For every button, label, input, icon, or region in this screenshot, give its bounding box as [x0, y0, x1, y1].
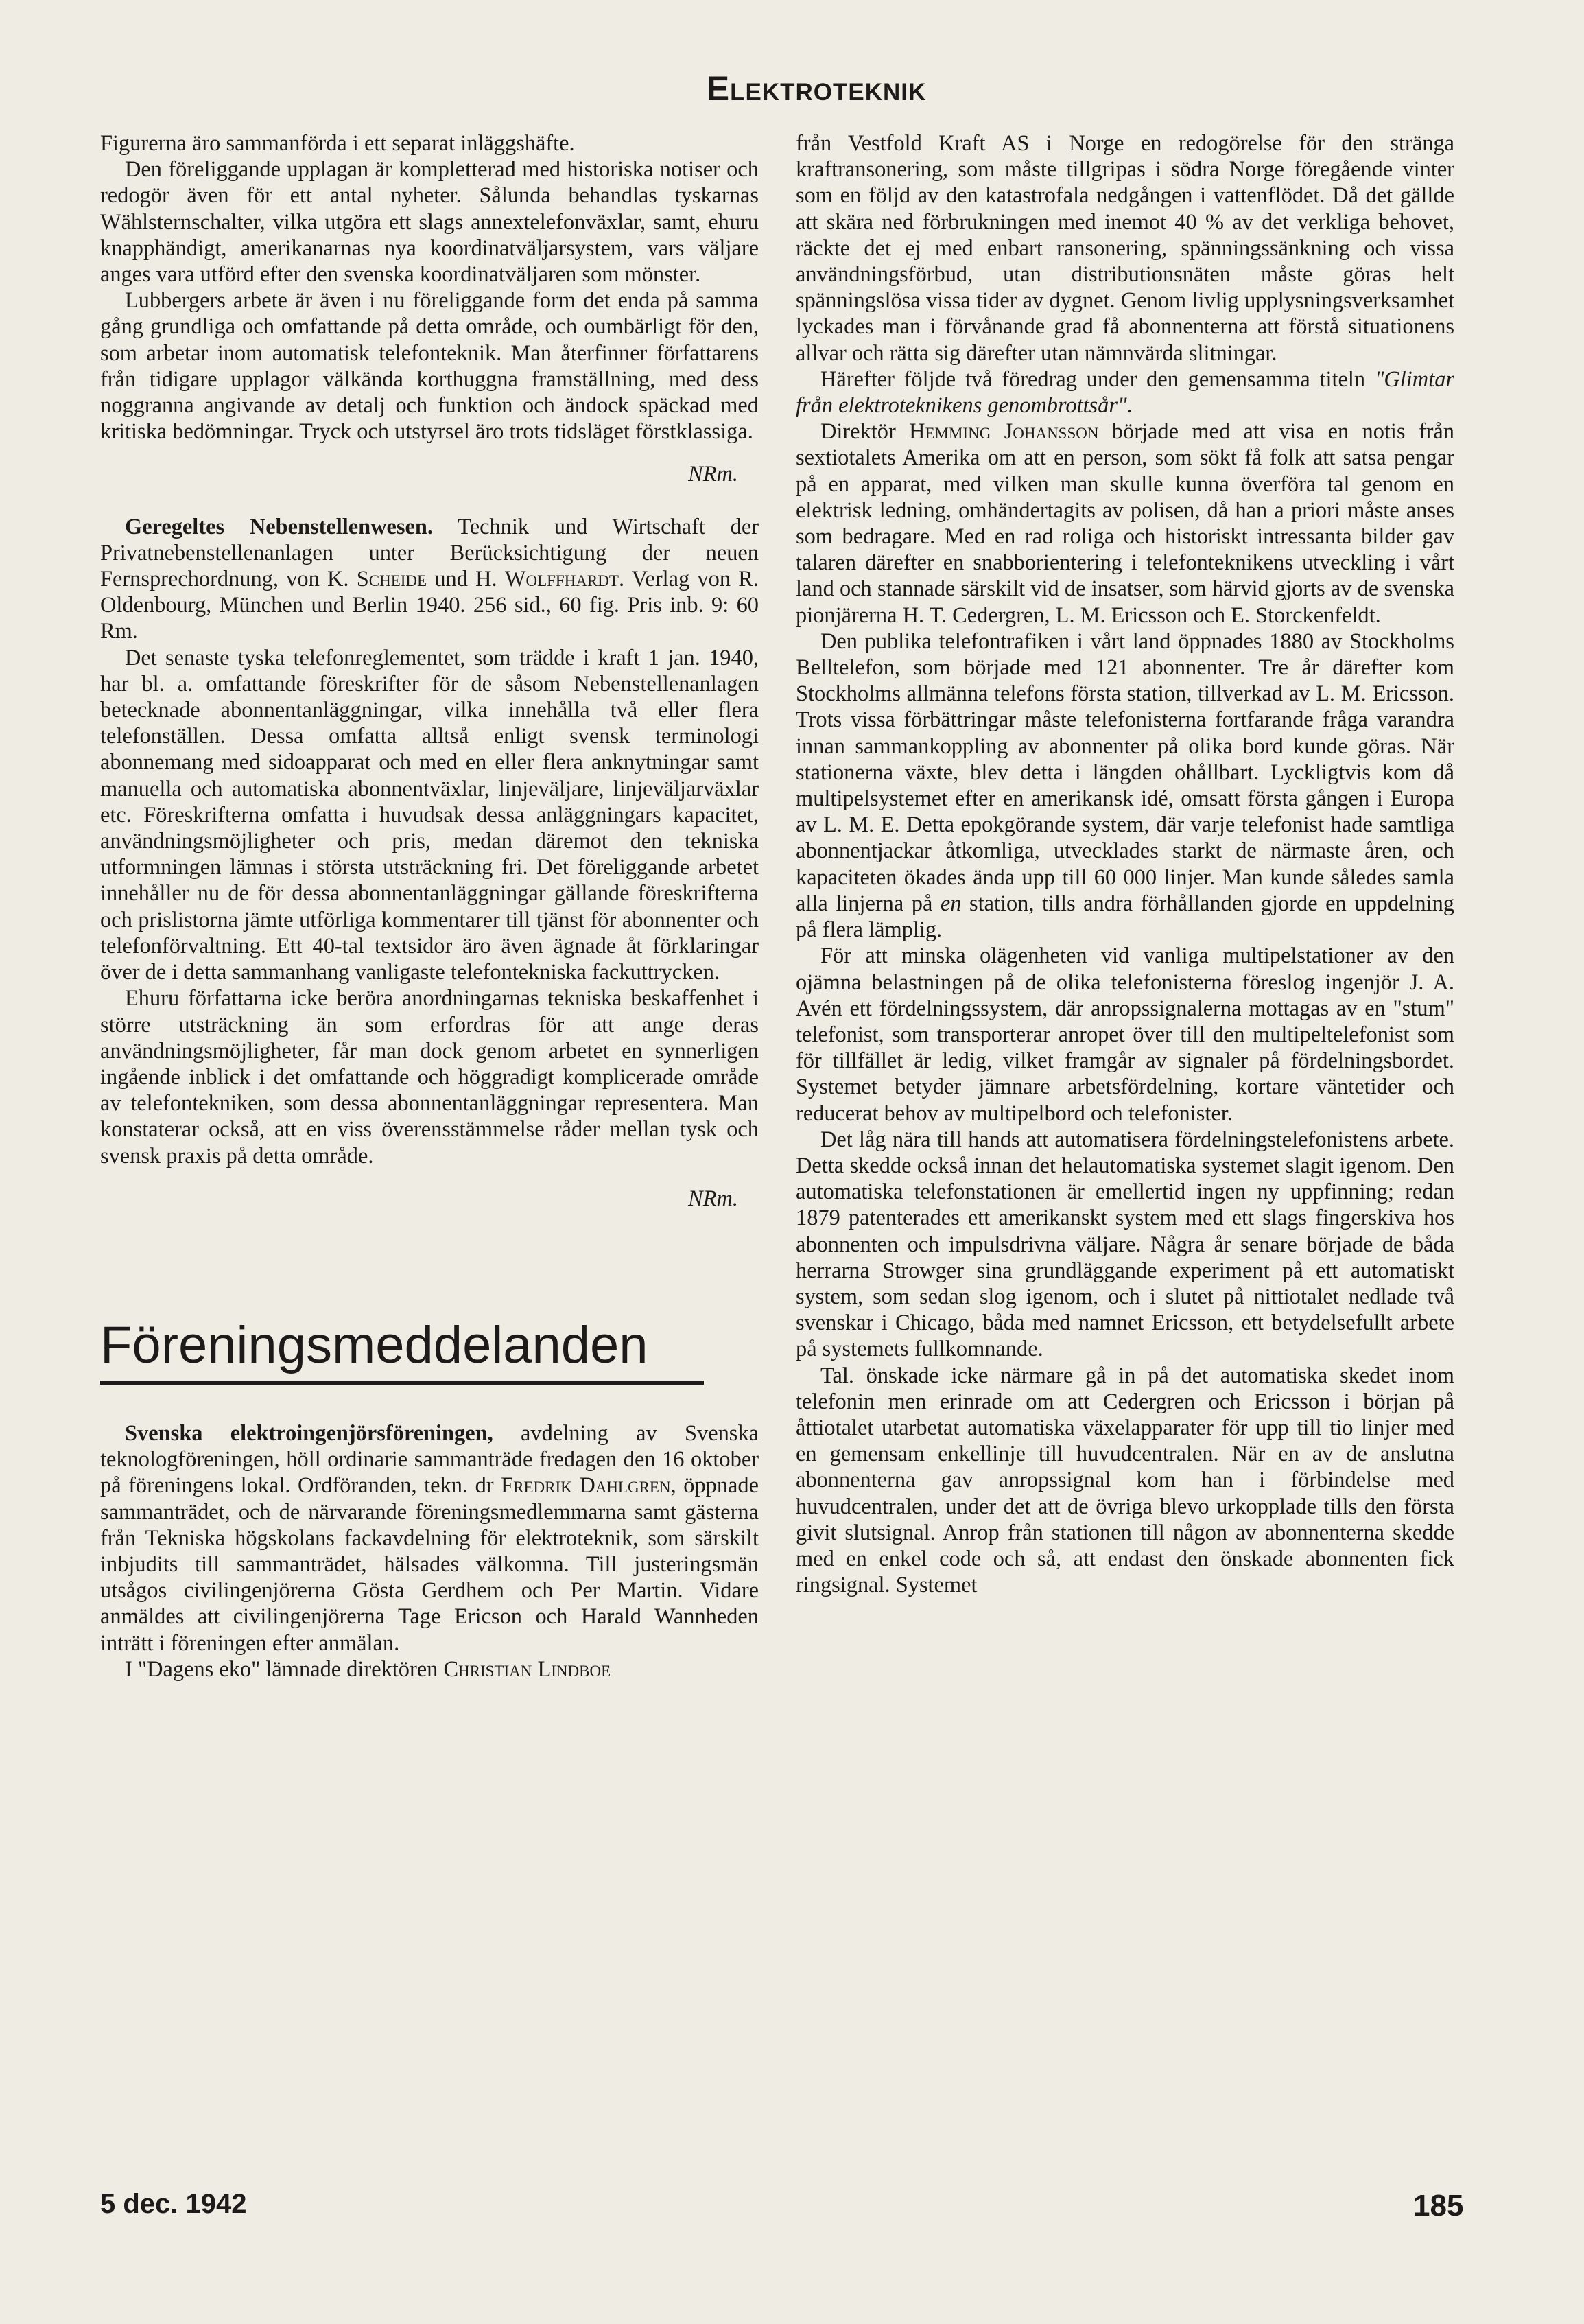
review-text: und H. — [427, 567, 505, 592]
paragraph — [796, 366, 1454, 419]
review-entry — [100, 514, 759, 645]
paragraph: från Vestfold Kraft AS i Norge en redogörelse för den stränga kraftransonering, som måste tillgripas i södra Norge föregående vinter som en följd av den katastrofala nedgången i vattenflödet. Då det gällde att skära ned förbrukningen med inemot 40 % av det verkliga behovet, räckte det ej med enbart ransonering, spänningssänkning och vissa användningsförbud, utan distributionsnäten måste göras helt spänningslösa vissa tider av dygnet. Genom livlig upplysningsverksamhet lyckades man i förvånande grad få abonnenterna att förstå situationens allvar och rätta sig därefter utan nämnvärda slitningar. — [796, 131, 1454, 366]
paragraph-text: Härefter följde två föredrag under den gemensamma titeln — [820, 366, 1375, 392]
paragraph-text: , öppnade sammanträdet, och de närvarande föreningsmedlemmarna samt gästerna från Tekniska högskolans fackavdelning för elektroteknik, som särskilt inbjudits till sammanträdet, hälsades välkomna. Till justeringsmän utsågos civilingenjörerna Gösta Gerdhem och Per Martin. Vidare anmäldes att civilingenjörerna Tage Ericson och Harald Wannheden inträtt i föreningen efter anmälan. — [100, 1473, 759, 1656]
issue-date: 5 dec. 1942 — [100, 2189, 247, 2219]
emphasis: en — [940, 891, 962, 916]
paragraph-text: avdelning av Svenska teknologföreningen, höll ordinarie sammanträde fredagen den 16 oktober på föreningens lokal. Ordföranden, tekn. dr — [100, 1420, 759, 1499]
right-column — [796, 130, 1454, 1598]
association-name: Svenska elektroingenjörsföreningen, — [125, 1420, 493, 1446]
paragraph: För att minska olägenheten vid vanliga multipelstationer av den ojämna belastningen på de olika telefonisterna föreslog ingenjör J. A. Avén ett fördelningssystem, där anropssignalerna mottagas av en "stum" telefonist, som transporterar anropet över till den multipeltelefonist som för tillfället är ledig, vilket framgår av signaler på fördelningsbordet. Systemet betyder jämnare arbetsfördelning, kortare väntetider och reducerat behov av multipelbord och telefonister. — [796, 943, 1454, 1126]
lecture-title: "Glimtar från elektroteknikens genombrottsår" — [796, 366, 1454, 419]
paragraph: Tal. önskade icke närmare gå in på det automatiska skedet inom telefonin men erinrade om att Cedergren och Ericsson i början på åttiotalet utarbetat automatiska växelapparater för upp till tio linjer med en gemensam enkellinje till huvudcentralen. När en av de anslutna abonnenterna gav anropssignal kom han i förbindelse med huvudcentralen, under det att de övriga blevo urkopplade tills den första givit slutsignal. Anrop från stationen till någon av abonnenterna skedde med en enkel code och så, att endast den önskade abonnenten fick ringsignal. Systemet — [796, 1363, 1454, 1598]
paragraph: Lubbergers arbete är även i nu föreliggande form det enda på samma gång grundliga och omfattande på detta område, och oumbärligt för den, som arbetar inom automatisk telefonteknik. Man återfinner författarens från tidigare upplagor välkända korthuggna framställning, med dess noggranna angivande av detalj och funktion och ändock späckad med kritiska bedömningar. Tryck och utstyrsel äro trots tidsläget förstklassiga. — [100, 288, 759, 445]
paragraph: Det senaste tyska telefonreglementet, som trädde i kraft 1 jan. 1940, har bl. a. omfattande föreskrifter för de såsom Nebenstellenanlagen betecknade abonnentanläggningar, vilka innehålla två eller flera telefonställen. Dessa omfatta alltså enligt svensk terminologi abonnemang med sidoapparat och med en eller flera anknytningar samt manuella och automatiska abonnentväxlar, linjeväljare, linjeväljarväxlar etc. Föreskrifterna omfatta i huvudsak dessa anläggningars kapacitet, användningsmöjligheter och pris, medan däremot den tekniska utformningen lämnas i största utsträckning fri. Det föreliggande arbetet innehåller nu de för dessa abonnentanläggningar gällande föreskrifterna och prislistorna jämte utförliga kommentarer till tjänst för abonnenter och telefonförvaltning. Ett 40-tal textsidor äro även ägnade åt förklaringar över de i detta sammanhang vanligaste telefontekniska fackuttrycken. — [100, 645, 759, 985]
paragraph-text: . — [1126, 393, 1133, 419]
left-column — [100, 130, 759, 1682]
page-number: 185 — [1413, 2189, 1464, 2222]
paragraph-text: station, tills andra förhållanden gjorde en uppdelning på flera lämplig. — [796, 891, 1455, 943]
paragraph — [796, 629, 1454, 943]
review-text: . Verlag von R. Oldenbourg, München und Berlin 1940. 256 sid., 60 fig. Pris inb. 9: 60 Rm. — [100, 567, 759, 644]
section-title: Föreningsmeddelanden — [100, 1315, 704, 1385]
author-name: Scheide — [356, 567, 427, 592]
paragraph: Ehuru författarna icke beröra anordningarnas tekniska beskaffenhet i större utsträckning än som erfordras för att ange deras användningsmöjligheter, får man dock genom arbetet en synnerligen ingående inblick i det omfattande och höggradigt komplicerade område av telefontekniken, som dessa abonnentanläggningar representera. Man konstaterar också, att en viss överensstämmelse råder mellan tysk och svensk praxis på detta område. — [100, 986, 759, 1169]
person-name: Christian Lindboe — [443, 1656, 611, 1682]
paragraph: Det låg nära till hands att automatisera fördelningstelefonistens arbete. Detta skedde också innan det helautomatiska systemet slagit igenom. Den automatiska telefonstationen är emellertid ingen ny uppfinning; redan 1879 patenterades ett amerikanskt system med ett slags fingerskiva hos abonnenten och impulsdrivna väljare. Några år senare började de båda herrarna Strowger sina grundläggande experiment på ett automatiskt system, som sedan slog igenom, och i slutet på nittiotalet nedlade två svenskar i Chicago, båda med namnet Ericsson, ett betydelsefullt arbete på systemets fullkomnande. — [796, 1127, 1454, 1362]
paragraph-text: Direktör — [820, 419, 910, 445]
review-text: Technik und Wirtschaft der Privatnebenstellenanlagen unter Berücksichtigung der neuen Fernsprechordnung, von K. — [100, 514, 759, 592]
review-title: Geregeltes Nebenstellenwesen. — [125, 514, 434, 539]
paragraph-text: I "Dagens eko" lämnade direktören — [125, 1656, 444, 1682]
paragraph — [100, 1420, 759, 1656]
person-name: Hemming Johansson — [909, 419, 1099, 445]
signature: NRm. — [688, 1186, 738, 1211]
paragraph-text: Den publika telefontrafiken i vårt land öppnades 1880 av Stockholms Belltelefon, som började med 121 abonnenter. Tre år därefter kom Stockholms allmänna telefons första station, tillverkad av L. M. Ericsson. Trots vissa förbättringar måste telefonisterna fortfarande fråga varandra innan sammankoppling av abonnenter på olika bord kunde göras. När stationerna växte, blev detta i längden ohållbart. Lyckligtvis kom då multipelsystemet efter en amerikansk idé, omsatt första gången i Europa av L. M. E. Detta epokgörande system, där varje telefonist hade samtliga abonnentjackar åtkomliga, utvecklades starkt de närmaste åren, och kapaciteten ökades ända upp till 60 000 linjer. Man kunde således samla alla linjerna på — [796, 629, 1454, 916]
person-name: Fredrik Dahlgren — [501, 1473, 671, 1499]
paragraph: Figurerna äro sammanförda i ett separat inläggshäfte. — [100, 131, 575, 156]
paragraph — [796, 419, 1454, 629]
paragraph: Den föreliggande upplagan är kompletterad med historiska notiser och redogör även för ett antal nyheter. Sålunda behandlas tyskarnas Wählsternschalter, vilka utgöra ett slags annextelefonväxlar, samt, ehuru knapphändigt, amerikanarnas nya koordinatväljarsystem, vars väljare anges vara utförd efter den svenska koordinatväljaren som mönster. — [100, 157, 759, 287]
running-header: Elektroteknik — [706, 69, 927, 108]
signature: NRm. — [688, 462, 738, 487]
paragraph — [100, 1656, 759, 1682]
paragraph-text: började med att visa en notis från sextiotalets Amerika om att en person, som sökt få folk att satsa pengar på en apparat, med vilken man skulle kunna överföra tal genom en elektrisk ledning, omhändertagits av polisen, då han a priori måste anses som bedragare. Med en rad roliga och historiskt intressanta bilder gav talaren därefter en snabborientering i telefonteknikens utveckling i vårt land och stannade särskilt vid de insatser, som härvid gjorts av de svenska pionjärerna H. T. Cedergren, L. M. Ericsson och E. Storckenfeldt. — [796, 419, 1454, 628]
author-name: Wolffhardt — [504, 567, 619, 592]
